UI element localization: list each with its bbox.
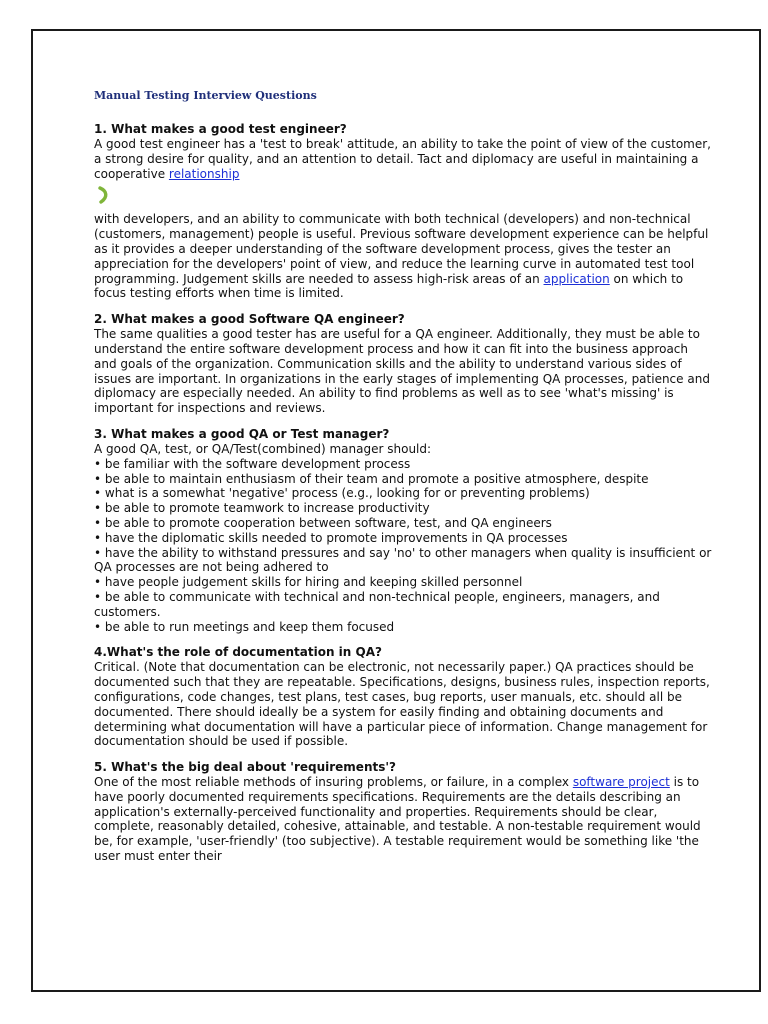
- bullet-item: • be able to promote cooperation between software, test, and QA engineers: [94, 515, 552, 530]
- leaf-icon: [94, 185, 114, 205]
- question-3-heading: 3. What makes a good QA or Test manager?: [94, 426, 390, 441]
- question-1-text-c: on which to focus testing efforts when time is limited.: [94, 271, 684, 301]
- question-4-body: Critical. (Note that documentation can be electronic, not necessarily paper.) QA practices should be documented such that they are repeatable. Specifications, designs, business rules, inspection reports, configurations, code changes, test plans, test cases, bug reports, user manuals, etc. should all be documented. There should ideally be a system for easily finding and obtaining documents and determining what documentation will have a particular piece of information. Change management for documentation should be used if possible.: [94, 660, 710, 749]
- application-link[interactable]: application: [543, 271, 610, 286]
- question-2-body: The same qualities a good tester has are useful for a QA engineer. Additionally, they must be able to understand the entire software development process and how it can fit into the business approach and goals of the organization. Communication skills and the ability to understand various sides of issues are important. In organizations in the early stages of implementing QA processes, patience and diplomacy are especially needed. An ability to find problems as well as to see 'what's missing' is important for inspections and reviews.: [94, 327, 710, 416]
- question-1-text-a: A good test engineer has a 'test to break' attitude, an ability to take the point of view of the customer, a strong desire for quality, and an attention to detail. Tact and diplomacy are useful in maintaining a cooperative: [94, 137, 711, 181]
- question-5-body: [94, 775, 714, 864]
- question-5-text-a: One of the most reliable methods of insuring problems, or failure, in a complex: [94, 775, 573, 790]
- bullet-item: • be familiar with the software development process: [94, 456, 411, 471]
- question-1-heading: 1. What makes a good test engineer?: [94, 122, 347, 136]
- question-2-heading: 2. What makes a good Software QA engineer?: [94, 312, 405, 327]
- question-4-heading: 4.What's the role of documentation in QA?: [94, 645, 382, 660]
- question-1: [94, 122, 714, 301]
- question-5-heading: 5. What's the big deal about 'requirements'?: [94, 760, 396, 775]
- question-1-paragraph-1: [94, 137, 714, 181]
- relationship-link[interactable]: relationship: [168, 166, 240, 181]
- question-5-text-b: is to have poorly documented requirements specifications. Requirements are the details describing an application's externally-perceived functionality and properties. Requirements should be clear, complete, reasonably detailed, cohesive, attainable, and testable. A non-testable requirement would be, for example, 'user-friendly' (too subjective). A testable requirement would be something like 'the user must enter their: [94, 775, 701, 864]
- bullet-item: • be able to promote teamwork to increase productivity: [94, 501, 430, 516]
- question-3: [94, 427, 714, 634]
- bullet-item: • have the diplomatic skills needed to promote improvements in QA processes: [94, 530, 568, 545]
- question-4: [94, 645, 714, 749]
- question-1-text-b: with developers, and an ability to communicate with both technical (developers) and non-technical (customers, management) people is useful. Previous software development experience can be helpful as it provides a deeper understanding of the software development process, gives the tester an appreciation for the developers' point of view, and reduce the learning curve in automated test tool programming. Judgement skills are needed to assess high-risk areas of an: [94, 212, 709, 286]
- question-2: [94, 312, 714, 416]
- question-3-intro: A good QA, test, or QA/Test(combined) manager should:: [94, 441, 432, 456]
- question-1-paragraph-2: [94, 212, 714, 301]
- document-title: Manual Testing Interview Questions: [94, 89, 317, 102]
- document-content: [94, 89, 714, 875]
- bullet-item: • have people judgement skills for hiring and keeping skilled personnel: [94, 575, 523, 590]
- question-3-bullet-list: [94, 457, 714, 635]
- bullet-item: • what is a somewhat 'negative' process (e.g., looking for or preventing problems): [94, 486, 590, 501]
- question-5: [94, 760, 714, 864]
- software-project-link[interactable]: software project: [572, 775, 670, 790]
- bullet-item: • have the ability to withstand pressures and say 'no' to other managers when quality is insufficient or QA processes are not being adhered to: [94, 545, 712, 575]
- bullet-item: • be able to maintain enthusiasm of their team and promote a positive atmosphere, despite: [94, 471, 649, 486]
- bullet-item: • be able to run meetings and keep them focused: [94, 619, 395, 634]
- document-page: [31, 29, 761, 992]
- bullet-item: • be able to communicate with technical and non-technical people, engineers, managers, and customers.: [94, 589, 660, 619]
